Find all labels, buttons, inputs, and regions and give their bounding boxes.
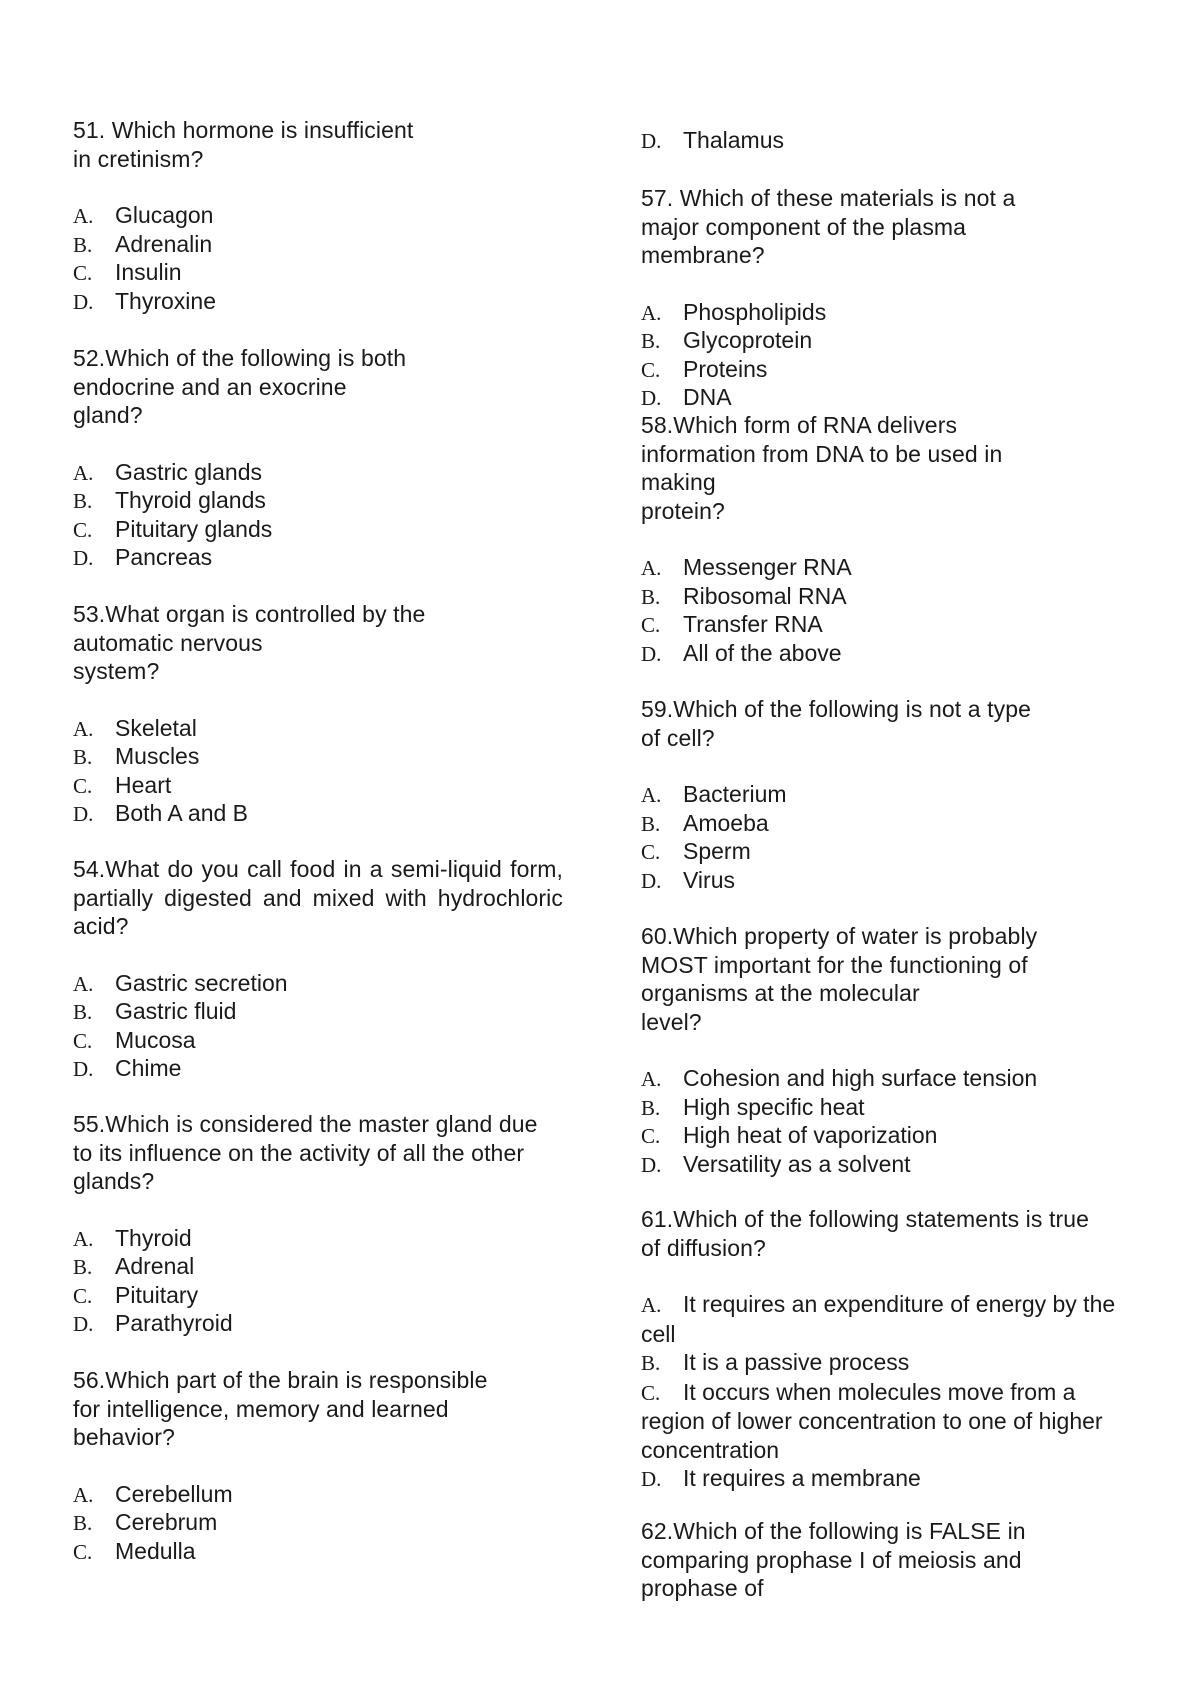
- option-letter: D.: [73, 546, 94, 570]
- option-text: Cohesion and high surface tension: [683, 1065, 1038, 1091]
- option-a: [641, 553, 1141, 582]
- question-text: 60.Which property of water is probably MOST important for the functioning of organisms at the molecular level?: [641, 923, 1038, 1035]
- option-a: [73, 1480, 563, 1509]
- option-a: [73, 201, 563, 230]
- option-b: [73, 1508, 563, 1537]
- option-b: [73, 230, 563, 259]
- option-b: [641, 1348, 1141, 1378]
- question-block: [73, 1110, 563, 1338]
- option-letter: D.: [641, 1152, 662, 1177]
- question-text: 59.Which of the following is not a type of cell?: [641, 696, 1032, 751]
- option-d: [641, 383, 1141, 412]
- option-c: [641, 1378, 1141, 1465]
- option-b: [73, 486, 563, 515]
- option-d: [73, 543, 563, 572]
- option-a: [73, 1224, 563, 1253]
- option-letter: C.: [641, 1380, 661, 1405]
- option-letter: B.: [641, 329, 661, 353]
- question-block: [73, 116, 563, 315]
- option-d: [73, 799, 563, 828]
- option-text: Gastric fluid: [115, 998, 237, 1024]
- option-letter: A.: [73, 204, 94, 228]
- option-letter: D.: [641, 868, 662, 893]
- question-block: [73, 1366, 563, 1565]
- option-letter: D.: [641, 129, 662, 153]
- option-text: Thyroxine: [115, 287, 216, 314]
- option-text: Glycoprotein: [683, 327, 813, 353]
- option-letter: B.: [73, 745, 93, 769]
- option-letter: A.: [641, 300, 662, 325]
- option-c: [641, 1121, 1141, 1150]
- option-text: Skeletal: [115, 714, 197, 741]
- option-letter: C.: [73, 261, 93, 285]
- option-letter: D.: [641, 1467, 662, 1491]
- question-block: [641, 411, 1141, 667]
- option-text: Insulin: [115, 259, 182, 285]
- option-d: [641, 1464, 1141, 1494]
- question-text: 54.What do you call food in a semi-liquid form, partially digested and mixed with hydrochloric acid?: [73, 856, 563, 939]
- option-text: High heat of vaporization: [683, 1122, 938, 1148]
- option-b: [641, 582, 1141, 611]
- option-text: Transfer RNA: [683, 611, 823, 637]
- option-letter: A.: [73, 1226, 94, 1251]
- question-block: [641, 695, 1141, 894]
- option-a: [73, 714, 563, 743]
- question-block: [641, 184, 1141, 412]
- option-text: Adrenalin: [115, 230, 213, 257]
- option-letter: B.: [641, 584, 661, 609]
- option-letter: C.: [641, 357, 661, 382]
- option-text: It requires an expenditure of energy by the cell: [641, 1291, 1116, 1347]
- question-text: 55.Which is considered the master gland due to its influence on the activity of all the other glands?: [73, 1111, 538, 1194]
- option-letter: A.: [641, 1067, 662, 1091]
- question-text: 57. Which of these materials is not a major component of the plasma membrane?: [641, 185, 1016, 268]
- option-letter: C.: [73, 1028, 93, 1053]
- option-letter: B.: [73, 1511, 93, 1535]
- option-b: [641, 326, 1141, 355]
- option-text: It occurs when molecules move from a region of lower concentration to one of higher concentration: [641, 1378, 1103, 1463]
- option-text: Thyroid glands: [115, 487, 266, 513]
- option-c: [73, 515, 563, 544]
- option-d: [641, 866, 1141, 895]
- question-text: 61.Which of the following statements is true of diffusion?: [641, 1206, 1090, 1261]
- option-letter: C.: [73, 517, 93, 542]
- option-text: Mucosa: [115, 1026, 196, 1053]
- question-text: 62.Which of the following is FALSE in comparing prophase I of meiosis and prophase of: [641, 1518, 1026, 1601]
- option-text: Thyroid: [115, 1224, 192, 1251]
- option-letter: C.: [641, 1124, 661, 1148]
- question-text: 53.What organ is controlled by the automatic nervous system?: [73, 601, 426, 684]
- option-text: Gastric glands: [115, 458, 263, 485]
- option-text: Medulla: [115, 1537, 196, 1564]
- option-c: [641, 610, 1141, 639]
- option-letter: A.: [641, 556, 662, 580]
- option-c: [73, 1026, 563, 1055]
- option-text: It requires a membrane: [683, 1465, 921, 1491]
- option-letter: C.: [73, 1539, 93, 1564]
- option-a: [641, 780, 1141, 809]
- option-d: [641, 1150, 1141, 1179]
- option-letter: A.: [73, 460, 94, 485]
- option-letter: B.: [73, 232, 93, 257]
- option-text: Sperm: [683, 838, 751, 864]
- option-d: [641, 639, 1141, 668]
- option-b: [641, 809, 1141, 838]
- option-b: [641, 1093, 1141, 1122]
- option-text: Glucagon: [115, 202, 214, 228]
- option-d: [641, 126, 784, 155]
- option-text: Phospholipids: [683, 298, 827, 325]
- option-text: Pituitary: [115, 1281, 199, 1308]
- option-b: [73, 997, 563, 1026]
- question-text: 52.Which of the following is both endocrine and an exocrine gland?: [73, 345, 407, 428]
- option-d: [73, 1054, 563, 1083]
- option-c: [641, 837, 1141, 866]
- option-text: Amoeba: [683, 809, 769, 836]
- option-letter: A.: [73, 1482, 94, 1507]
- option-b: [73, 742, 563, 771]
- option-letter: D.: [641, 386, 662, 410]
- option-text: Both A and B: [115, 800, 249, 826]
- option-text: Muscles: [115, 743, 200, 769]
- option-letter: A.: [641, 783, 662, 807]
- option-d: [73, 287, 563, 316]
- option-letter: B.: [73, 489, 93, 513]
- option-letter: A.: [73, 971, 94, 996]
- option-a: [641, 298, 1141, 327]
- option-text: All of the above: [683, 639, 842, 666]
- option-text: Messenger RNA: [683, 554, 852, 580]
- option-c: [73, 1537, 563, 1566]
- option-text: Gastric secretion: [115, 969, 288, 996]
- option-text: Virus: [683, 866, 735, 893]
- option-text: Thalamus: [683, 127, 784, 153]
- option-text: Adrenal: [115, 1253, 195, 1279]
- question-text: 51. Which hormone is insufficient in cretinism?: [73, 117, 414, 172]
- option-letter: C.: [641, 840, 661, 864]
- option-letter: B.: [73, 1000, 93, 1024]
- option-letter: D.: [641, 641, 662, 666]
- question-block: [73, 344, 563, 572]
- option-letter: B.: [641, 1351, 661, 1375]
- option-text: Pancreas: [115, 544, 213, 570]
- option-text: Pituitary glands: [115, 515, 273, 542]
- option-text: Bacterium: [683, 781, 787, 807]
- option-letter: D.: [73, 1057, 94, 1081]
- option-letter: D.: [73, 289, 94, 314]
- question-block: [73, 855, 563, 1083]
- question-text: 58.Which form of RNA delivers information from DNA to be used in making protein?: [641, 412, 1003, 524]
- option-text: Parathyroid: [115, 1310, 233, 1336]
- option-a: [73, 969, 563, 998]
- option-text: Proteins: [683, 355, 768, 382]
- option-d: [73, 1309, 563, 1338]
- option-text: High specific heat: [683, 1093, 865, 1120]
- option-letter: C.: [73, 773, 93, 798]
- option-text: Cerebellum: [115, 1480, 233, 1507]
- question-block: [641, 922, 1141, 1178]
- option-letter: B.: [73, 1255, 93, 1279]
- option-letter: B.: [641, 811, 661, 836]
- option-letter: B.: [641, 1095, 661, 1120]
- option-letter: D.: [73, 1312, 94, 1336]
- option-letter: C.: [641, 613, 661, 637]
- option-a: [73, 458, 563, 487]
- option-letter: D.: [73, 802, 94, 826]
- question-text: 56.Which part of the brain is responsible for intelligence, memory and learned behavior?: [73, 1367, 488, 1450]
- option-letter: C.: [73, 1283, 93, 1308]
- option-text: Ribosomal RNA: [683, 582, 847, 609]
- option-c: [73, 771, 563, 800]
- question-block: [73, 600, 563, 828]
- option-c: [641, 355, 1141, 384]
- question-block: [641, 1517, 1141, 1603]
- option-text: Heart: [115, 771, 172, 798]
- option-a: [641, 1290, 1141, 1348]
- option-text: Cerebrum: [115, 1509, 218, 1535]
- option-c: [73, 258, 563, 287]
- option-text: DNA: [683, 384, 732, 410]
- option-letter: A.: [73, 716, 94, 741]
- option-c: [73, 1281, 563, 1310]
- question-block: [641, 1205, 1141, 1494]
- option-text: Chime: [115, 1055, 182, 1081]
- option-a: [641, 1064, 1141, 1093]
- option-b: [73, 1252, 563, 1281]
- option-text: It is a passive process: [683, 1349, 910, 1375]
- option-text: Versatility as a solvent: [683, 1150, 911, 1177]
- option-letter: A.: [641, 1293, 662, 1317]
